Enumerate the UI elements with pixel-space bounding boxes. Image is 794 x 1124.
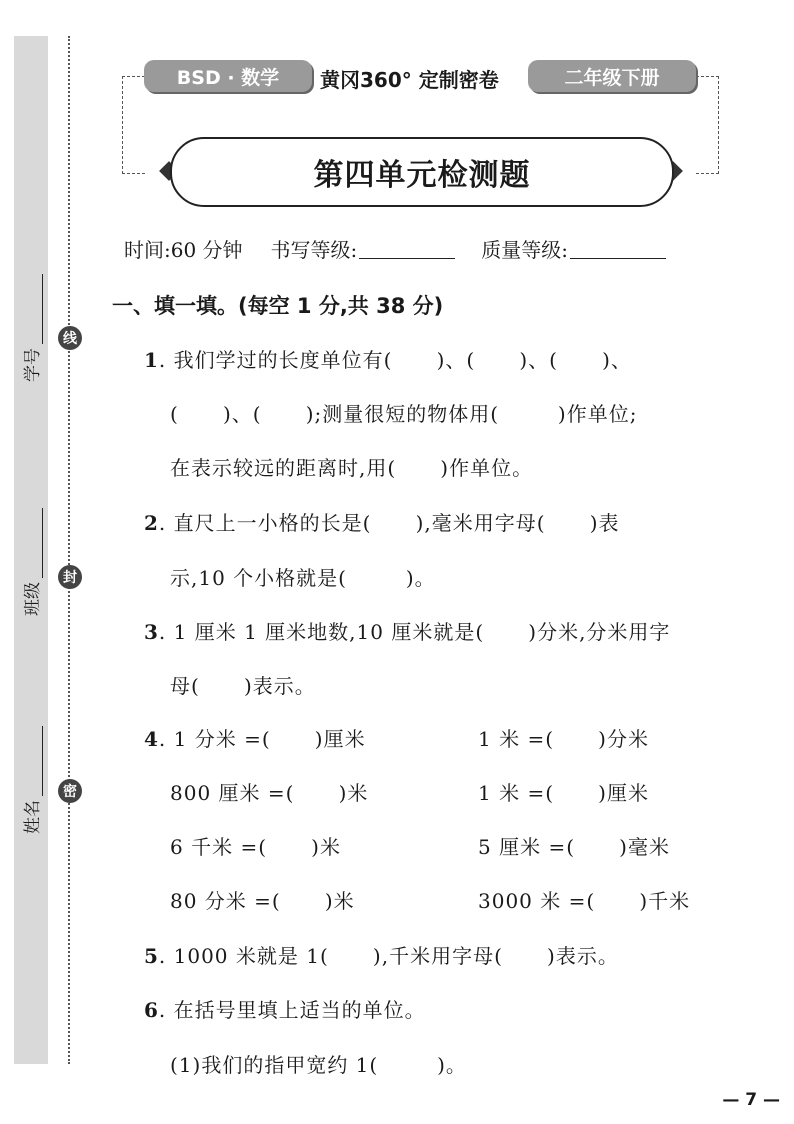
- question-3-line-1: [144, 616, 670, 645]
- question-5-number: 5: [144, 944, 159, 968]
- question-4-r1l-text: . 1 分米 =( )厘米: [158, 727, 366, 751]
- subject-pill: BSD · 数学: [144, 60, 312, 92]
- question-1-line-3: 在表示较远的距离时,用( )作单位。: [170, 456, 534, 480]
- question-5-line-1: [144, 940, 619, 969]
- question-4-row-4-left: 80 分米 =( )米: [170, 889, 355, 913]
- question-4-row-2-left: 800 厘米 =( )米: [170, 781, 369, 805]
- writing-grade-label: 书写等级:: [270, 238, 358, 262]
- cut-line: [68, 36, 70, 1064]
- student-id-line: [41, 274, 43, 344]
- mark-seal-badge: 封: [58, 565, 82, 589]
- question-3-text: . 1 厘米 1 厘米地数,10 厘米就是( )分米,分米用字: [158, 620, 671, 644]
- question-4-row-4-right: 3000 米 =( )千米: [478, 889, 691, 913]
- series-name: 黄冈360° 定制密卷: [320, 68, 499, 92]
- info-line: [124, 234, 692, 263]
- quality-grade-blank[interactable]: [570, 257, 666, 259]
- question-4-number: 4: [144, 727, 159, 751]
- name-line: [41, 726, 43, 796]
- question-3-number: 3: [144, 620, 159, 644]
- student-id-field[interactable]: [18, 274, 43, 382]
- question-6-text: . 在括号里填上适当的单位。: [158, 998, 426, 1022]
- name-label: 姓名: [23, 800, 43, 834]
- title-box: [170, 137, 674, 207]
- question-4-row-3-right: 5 厘米 =( )毫米: [478, 835, 670, 859]
- header-banner: [144, 60, 699, 94]
- question-4-row-1-left: [144, 723, 366, 752]
- question-1-line-2: ( )、( );测量很短的物体用( )作单位;: [170, 402, 638, 426]
- question-1-number: 1: [144, 348, 159, 372]
- question-2-line-1: [144, 507, 620, 536]
- question-6-sub-1: (1)我们的指甲宽约 1( )。: [170, 1053, 467, 1077]
- question-2-line-2: 示,10 个小格就是( )。: [170, 566, 436, 590]
- question-4-row-1-right: 1 米 =( )分米: [478, 727, 649, 751]
- name-field[interactable]: [18, 726, 43, 834]
- question-6-number: 6: [144, 998, 159, 1022]
- class-label: 班级: [23, 582, 43, 616]
- question-5-text: . 1000 米就是 1( ),千米用字母( )表示。: [158, 944, 619, 968]
- quality-grade-label: 质量等级:: [481, 238, 569, 262]
- page-number: — 7 —: [722, 1090, 780, 1110]
- header-bracket-left: [122, 76, 145, 174]
- question-4-row-3-left: 6 千米 =( )米: [170, 835, 341, 859]
- class-field[interactable]: [18, 508, 43, 616]
- grade-pill: 二年级下册: [528, 60, 696, 92]
- question-6-line-1: [144, 994, 426, 1023]
- section-heading: 一、填一填。(每空 1 分,共 38 分): [112, 294, 444, 318]
- mark-line-badge: 线: [58, 326, 82, 350]
- header-bracket-right: [696, 76, 719, 174]
- question-2-number: 2: [144, 511, 159, 535]
- question-1-line-1: [144, 344, 632, 373]
- page-title: 第四单元检测题: [313, 158, 531, 193]
- class-line: [41, 508, 43, 578]
- writing-grade-blank[interactable]: [359, 257, 455, 259]
- student-id-label: 学号: [23, 348, 43, 382]
- time-label: 时间:60 分钟: [124, 238, 243, 262]
- question-2-text: . 直尺上一小格的长是( ),毫米用字母( )表: [158, 511, 620, 535]
- question-4-row-2-right: 1 米 =( )厘米: [478, 781, 649, 805]
- mark-secret-badge: 密: [58, 779, 82, 803]
- question-1-text: . 我们学过的长度单位有( )、( )、( )、: [158, 348, 632, 372]
- question-3-line-2: 母( )表示。: [170, 674, 316, 698]
